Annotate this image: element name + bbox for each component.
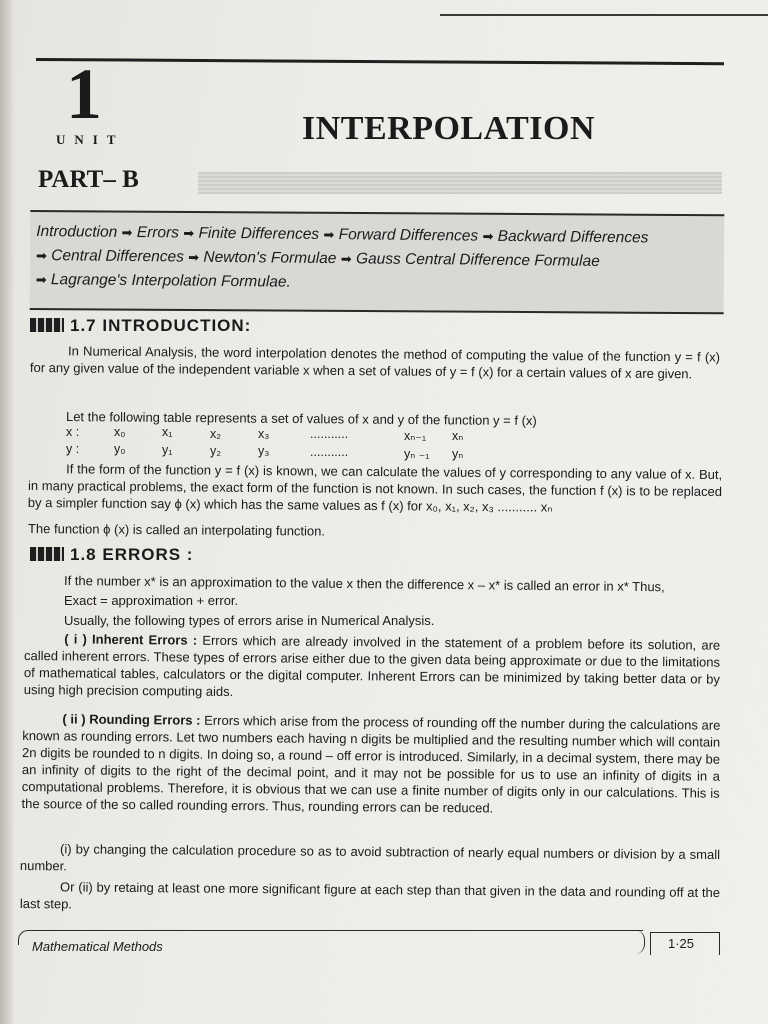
errors-paragraph-2: Exact = approximation + error. <box>64 593 239 608</box>
table-cell: ........... <box>310 427 349 441</box>
arrow-icon: ➡ <box>482 228 494 244</box>
topic-newtons-formulae: Newton's Formulae <box>203 248 337 268</box>
section-marker-icon <box>30 318 64 332</box>
top-rule <box>440 14 768 16</box>
topic-lagrange: Lagrange's Interpolation Formulae. <box>50 271 291 291</box>
topic-errors: Errors <box>136 224 180 242</box>
table-y-label: y : <box>66 442 80 456</box>
unit-label: UNIT <box>56 132 125 147</box>
footer-book-title: Mathematical Methods <box>32 939 163 954</box>
topic-finite-differences: Finite Differences <box>198 224 320 243</box>
errors-paragraph-4: (i) by changing the calculation procedure so as to avoid subtraction of nearly equal numbers or division by a small number. <box>19 841 721 874</box>
table-cell: ........... <box>310 445 349 459</box>
intro-paragraph-1: In Numerical Analysis, the word interpolation denotes the method of computing the value of the function y = f (x) for any given value of the independent variable x when a set of values of y = f (x) for a certain values of x are given. <box>29 343 721 382</box>
section-heading-errors: 1.8 ERRORS : <box>30 545 193 565</box>
intro-paragraph-3: If the form of the function y = f (x) is known, we can calculate the values of y corresponding to any value of x. But, in many practical problems, the exact form of the function is not known. In such cases, the function f (x) is to be replaced by a simpler function say ϕ (x) which has the same values as f (x) for x₀, x₁, x₂, x₃ ........... xₙ <box>27 461 723 515</box>
arrow-icon: ➡ <box>35 248 47 264</box>
header-rule <box>36 58 724 65</box>
section-marker-icon <box>30 547 64 561</box>
topic-introduction: Introduction <box>36 223 118 241</box>
table-cell: yₙ <box>452 447 464 461</box>
topic-central-differences: Central Differences <box>51 247 184 266</box>
inherent-errors-paragraph: ( i ) Inherent Errors : Errors which are already involved in the statement of a problem before its solution, are called inherent errors. These types of errors arise either due to the given data being approximate or due to the limitations of mathematical tables, calculators or the digital computer. Inherent Errors can be minimized by taking better data or by using high precision computing aids. <box>23 631 721 700</box>
chapter-title: INTERPOLATION <box>302 110 596 147</box>
errors-paragraph-1: If the number x* is an approximation to the value x then the difference x – x* is called an error in x* Thus, <box>63 573 665 595</box>
page-number: 1·25 <box>668 936 695 951</box>
errors-paragraph-5: Or (ii) by retaing at least one more significant figure at each step than that given in the data and rounding off at the last step. <box>19 879 721 912</box>
errors-paragraph-3: Usually, the following types of errors arise in Numerical Analysis. <box>64 613 435 628</box>
arrow-icon: ➡ <box>35 271 47 288</box>
table-cell: xₙ <box>452 429 464 443</box>
topic-backward-differences: Backward Differences <box>497 227 649 247</box>
arrow-icon: ➡ <box>188 249 200 265</box>
table-cell: x₂ <box>210 427 222 441</box>
table-cell: x₁ <box>162 425 173 439</box>
table-cell: yₙ ₋₁ <box>404 447 430 461</box>
topics-list <box>36 220 721 299</box>
table-cell: y₃ <box>258 444 270 458</box>
table-cell: xₙ₋₁ <box>404 429 427 443</box>
table-cell: y₁ <box>162 443 173 457</box>
table-cell: y₀ <box>114 442 126 456</box>
page-edge-shadow <box>0 0 14 1024</box>
part-decor-bar <box>198 172 722 194</box>
topic-gauss-formulae: Gauss Central Difference Formulae <box>355 250 600 270</box>
arrow-icon: ➡ <box>323 227 335 243</box>
table-cell: x₃ <box>258 427 270 441</box>
arrow-icon: ➡ <box>121 224 133 241</box>
rounding-errors-paragraph: ( ii ) Rounding Errors : Errors which arise from the process of rounding off the number during the calculations are known as rounding errors. Let two numbers each having n digits be multiplied and the resulting number which will contain 2n digits be rounded to n digits. In doing so, a round – off error is introduced. Similarly, in a decimal system, there may be an infinity of digits to the right of the decimal point, and it may not be possible for us to use an infinity of digits in a computational problems. Therefore, it is obvious that we can use a finite number of digits only in our calculations. This is the source of the so called rounding errors. Thus, rounding errors can be reduced. <box>21 711 721 816</box>
arrow-icon: ➡ <box>340 251 352 267</box>
arrow-icon: ➡ <box>183 225 195 241</box>
footer-separator <box>634 930 645 954</box>
part-label: PART– B <box>38 166 139 193</box>
intro-paragraph-2: Let the following table represents a set of values of x and y of the function y = f (x) <box>65 409 537 429</box>
table-x-label: x : <box>66 425 80 439</box>
section-heading-introduction: 1.7 INTRODUCTION: <box>30 316 251 336</box>
intro-paragraph-4: The function ϕ (x) is called an interpolating function. <box>27 521 326 539</box>
table-cell: x₀ <box>114 425 126 439</box>
unit-number: 1 <box>66 54 102 134</box>
table-cell: y₂ <box>210 444 222 458</box>
topic-forward-differences: Forward Differences <box>338 226 479 245</box>
